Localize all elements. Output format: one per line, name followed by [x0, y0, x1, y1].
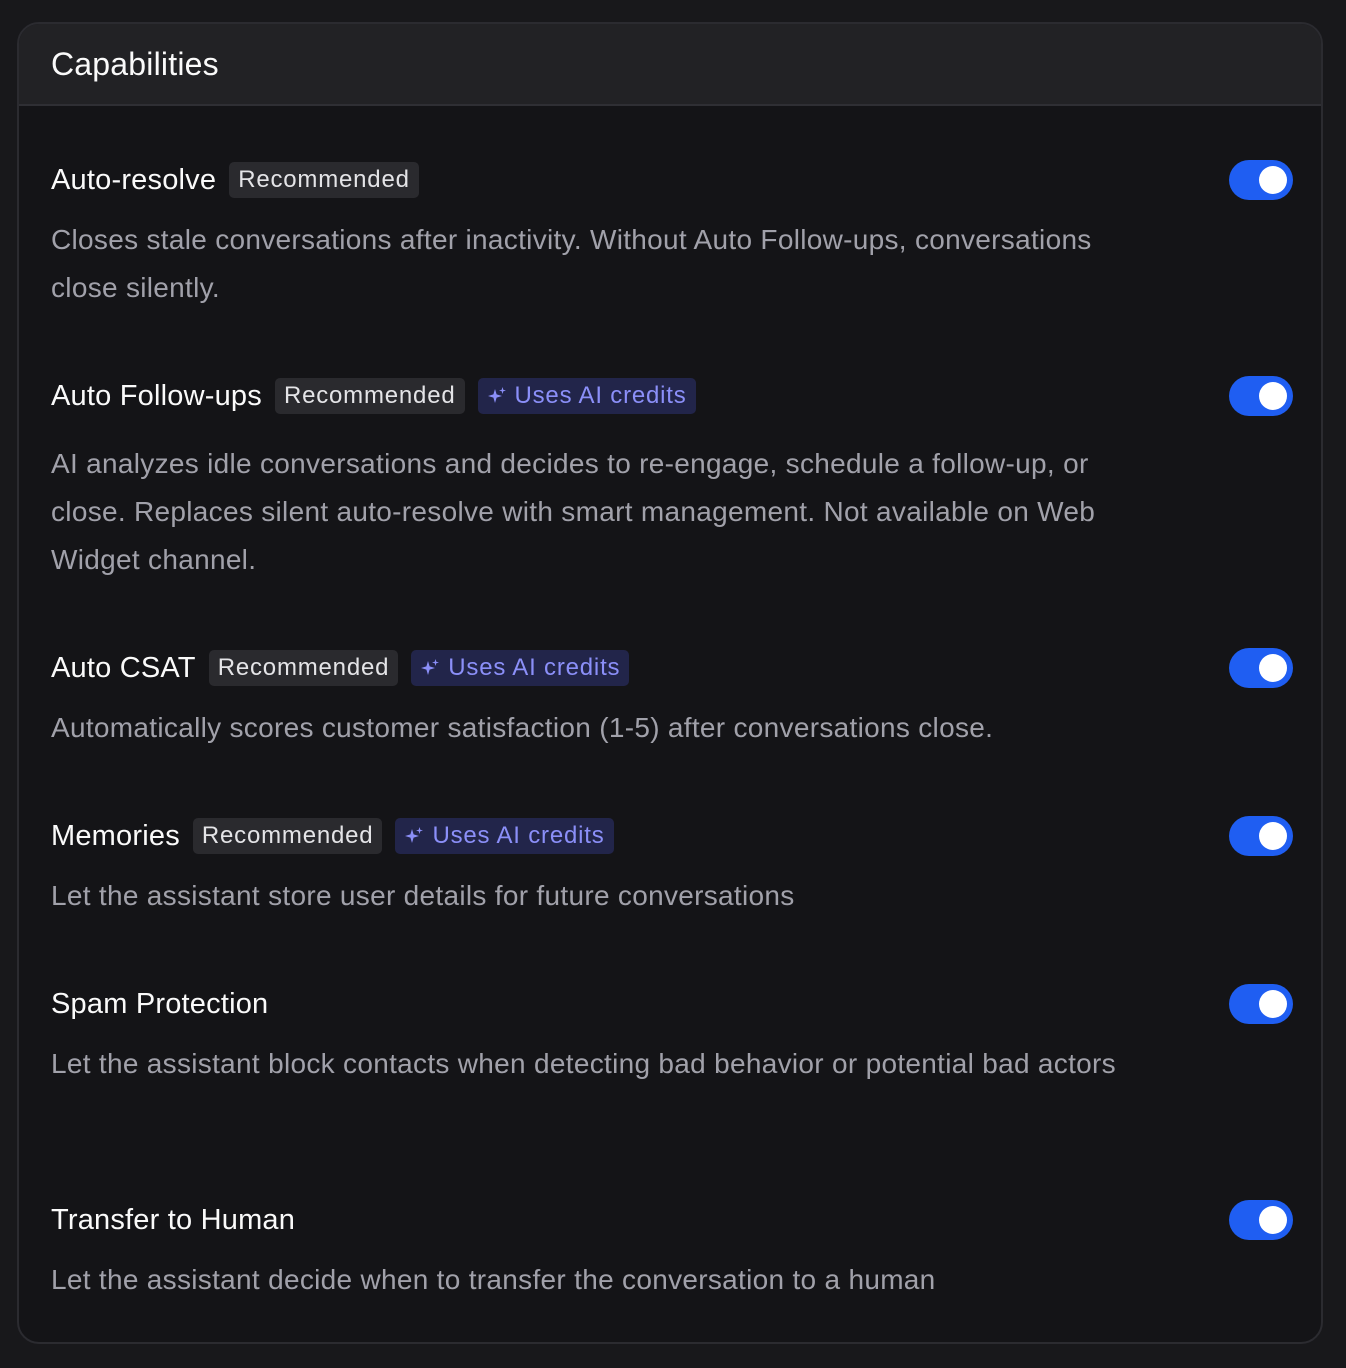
capability-header [51, 816, 1293, 856]
toggle-knob [1259, 990, 1287, 1018]
capability-description: Let the assistant block contacts when detecting bad behavior or potential bad actors [51, 1048, 1116, 1079]
capability-title: Spam Protection [51, 987, 269, 1020]
recommended-badge: Recommended [209, 650, 399, 686]
capability-header [51, 160, 1293, 200]
capability-description: Let the assistant decide when to transfer the conversation to a human [51, 1264, 936, 1295]
recommended-badge: Recommended [229, 162, 419, 198]
capability-header [51, 376, 1293, 416]
capability-memories [51, 816, 1293, 920]
sparkle-icon [404, 826, 424, 846]
capability-header [51, 648, 1293, 688]
ai-credits-badge [411, 650, 629, 686]
capability-description: AI analyzes idle conversations and decides to re-engage, schedule a follow-up, or close. Replaces silent auto-resolve with smart management. Not available on Web Widget channel. [51, 448, 1096, 575]
capability-auto-csat [51, 648, 1293, 752]
card-title: Capabilities [51, 45, 219, 82]
auto-csat-toggle[interactable] [1229, 648, 1293, 688]
toggle-knob [1259, 654, 1287, 682]
capability-description: Let the assistant store user details for future conversations [51, 880, 795, 911]
capability-transfer-to-human [51, 1200, 1293, 1304]
recommended-badge: Recommended [275, 378, 465, 414]
sparkle-icon [487, 386, 507, 406]
toggle-knob [1259, 822, 1287, 850]
ai-credits-badge [478, 378, 696, 414]
ai-credits-label: Uses AI credits [448, 654, 621, 681]
toggle-knob [1259, 382, 1287, 410]
capability-title: Transfer to Human [51, 1203, 296, 1236]
capability-description: Automatically scores customer satisfaction (1-5) after conversations close. [51, 712, 994, 743]
capability-title: Auto-resolve [51, 163, 217, 196]
auto-resolve-toggle[interactable] [1229, 160, 1293, 200]
capability-auto-resolve [51, 160, 1293, 312]
memories-toggle[interactable] [1229, 816, 1293, 856]
capability-header [51, 984, 1293, 1024]
capability-description: Closes stale conversations after inactivity. Without Auto Follow-ups, conversations close silently. [51, 224, 1092, 303]
toggle-knob [1259, 166, 1287, 194]
capability-spam-protection [51, 984, 1293, 1088]
spam-protection-toggle[interactable] [1229, 984, 1293, 1024]
capabilities-card [17, 22, 1323, 1344]
capability-header [51, 1200, 1293, 1240]
ai-credits-badge [395, 818, 613, 854]
toggle-knob [1259, 1206, 1287, 1234]
capability-title: Auto CSAT [51, 651, 196, 684]
ai-credits-label: Uses AI credits [432, 822, 605, 849]
sparkle-icon [420, 658, 440, 678]
recommended-badge: Recommended [193, 818, 383, 854]
capability-title: Memories [51, 819, 180, 852]
ai-credits-label: Uses AI credits [514, 382, 687, 409]
capability-title: Auto Follow-ups [51, 379, 262, 412]
auto-follow-ups-toggle[interactable] [1229, 376, 1293, 416]
capability-auto-follow-ups [51, 376, 1293, 584]
transfer-to-human-toggle[interactable] [1229, 1200, 1293, 1240]
card-header [19, 24, 1321, 106]
